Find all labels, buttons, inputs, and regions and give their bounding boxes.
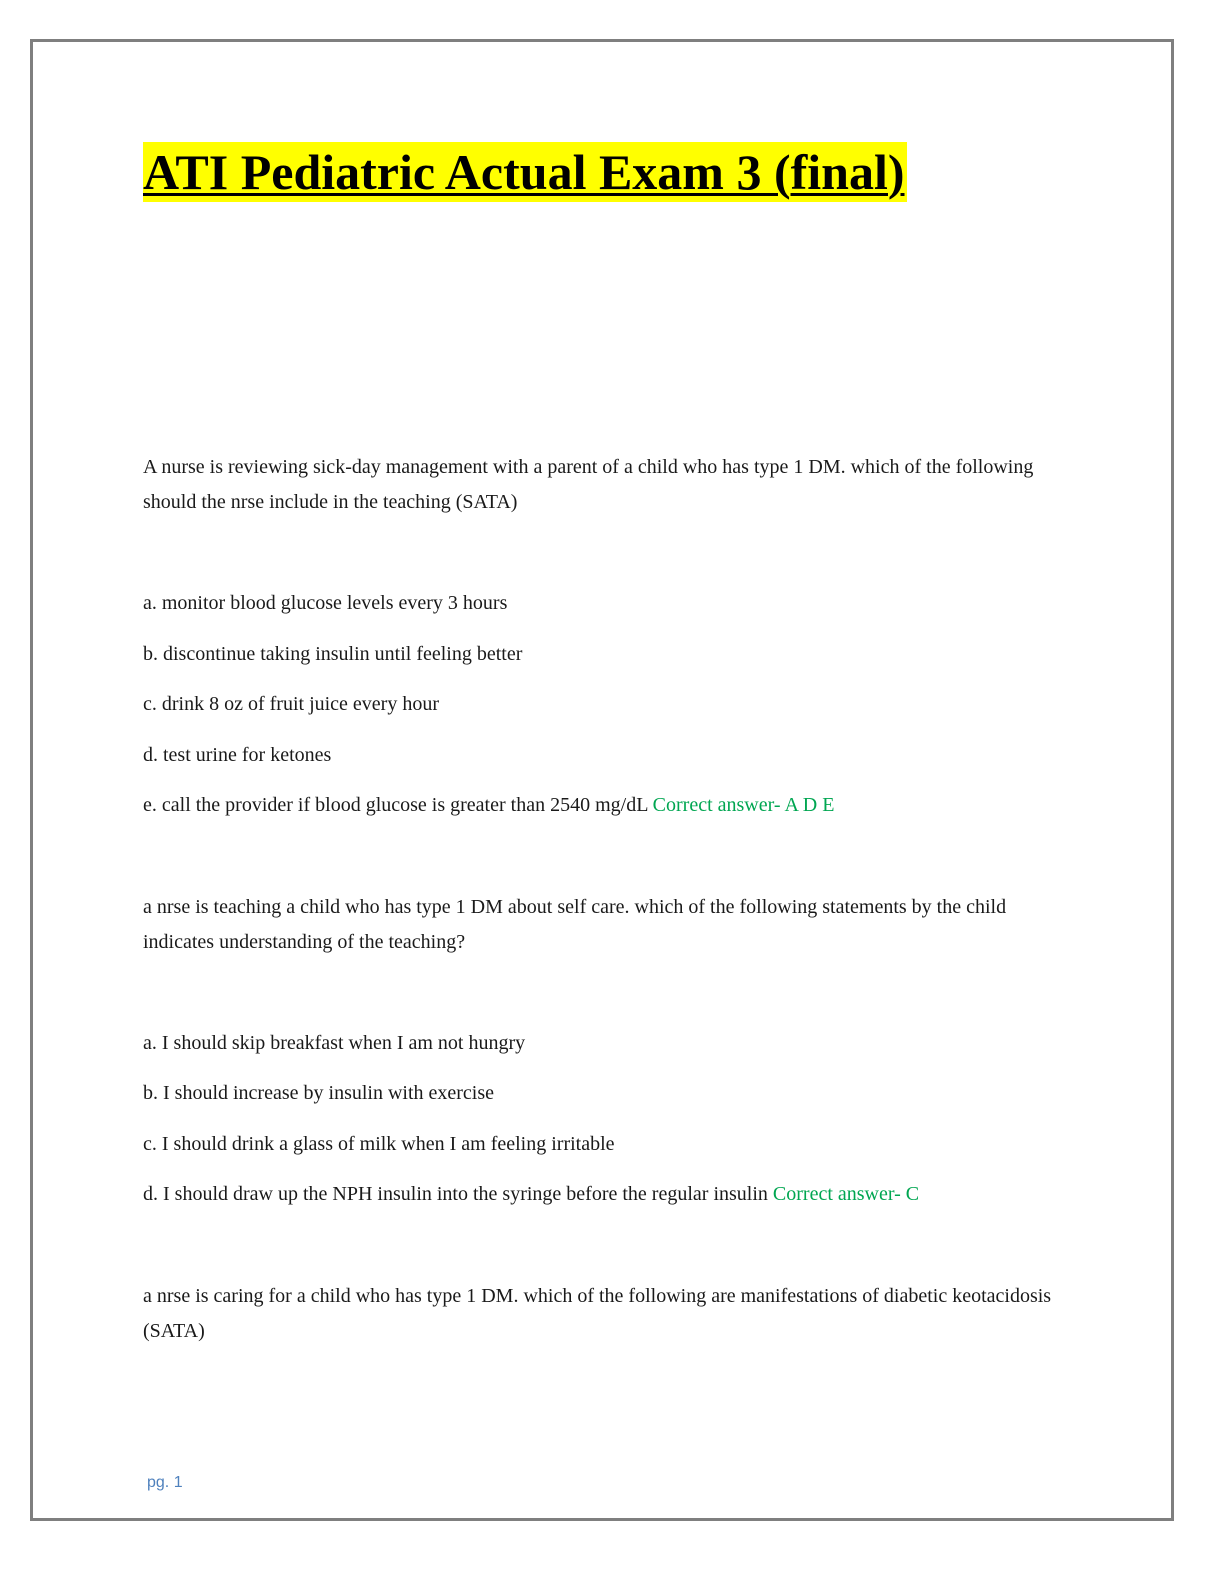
question-2-option-d: d. I should draw up the NPH insulin into the syringe before the regular insulin <box>143 1183 768 1205</box>
question-1-option-e-line <box>143 788 1063 823</box>
question-1-option-e: e. call the provider if blood glucose is greater than 2540 mg/dL <box>143 794 648 816</box>
page-number: pg. 1 <box>147 1474 183 1491</box>
question-1-option-d: d. test urine for ketones <box>143 744 332 766</box>
question-2-option-a: a. I should skip breakfast when I am not hungry <box>143 1032 526 1054</box>
document-title: ATI Pediatric Actual Exam 3 (final) <box>143 144 905 200</box>
question-2-option-b: b. I should increase by insulin with exercise <box>143 1082 495 1104</box>
question-2-answer: Correct answer- C <box>772 1183 920 1205</box>
question-1-answer: Correct answer- A D E <box>652 794 835 816</box>
question-2-stem: a nrse is teaching a child who has type 1 DM about self care. which of the following statements by the child indicates understanding of the teaching? <box>143 896 1007 953</box>
question-1-option-c: c. drink 8 oz of fruit juice every hour <box>143 693 440 715</box>
question-3-stem: a nrse is caring for a child who has type 1 DM. which of the following are manifestations of diabetic keotacidosis (SATA) <box>143 1285 1052 1342</box>
question-2-option-d-line <box>143 1177 1063 1212</box>
question-1-option-b: b. discontinue taking insulin until feeling better <box>143 643 523 665</box>
question-1-stem: A nurse is reviewing sick-day management with a parent of a child who has type 1 DM. which of the following should the nrse include in the teaching (SATA) <box>143 456 1034 513</box>
question-2-option-c: c. I should drink a glass of milk when I am feeling irritable <box>143 1133 615 1155</box>
question-1-option-a: a. monitor blood glucose levels every 3 hours <box>143 592 508 614</box>
